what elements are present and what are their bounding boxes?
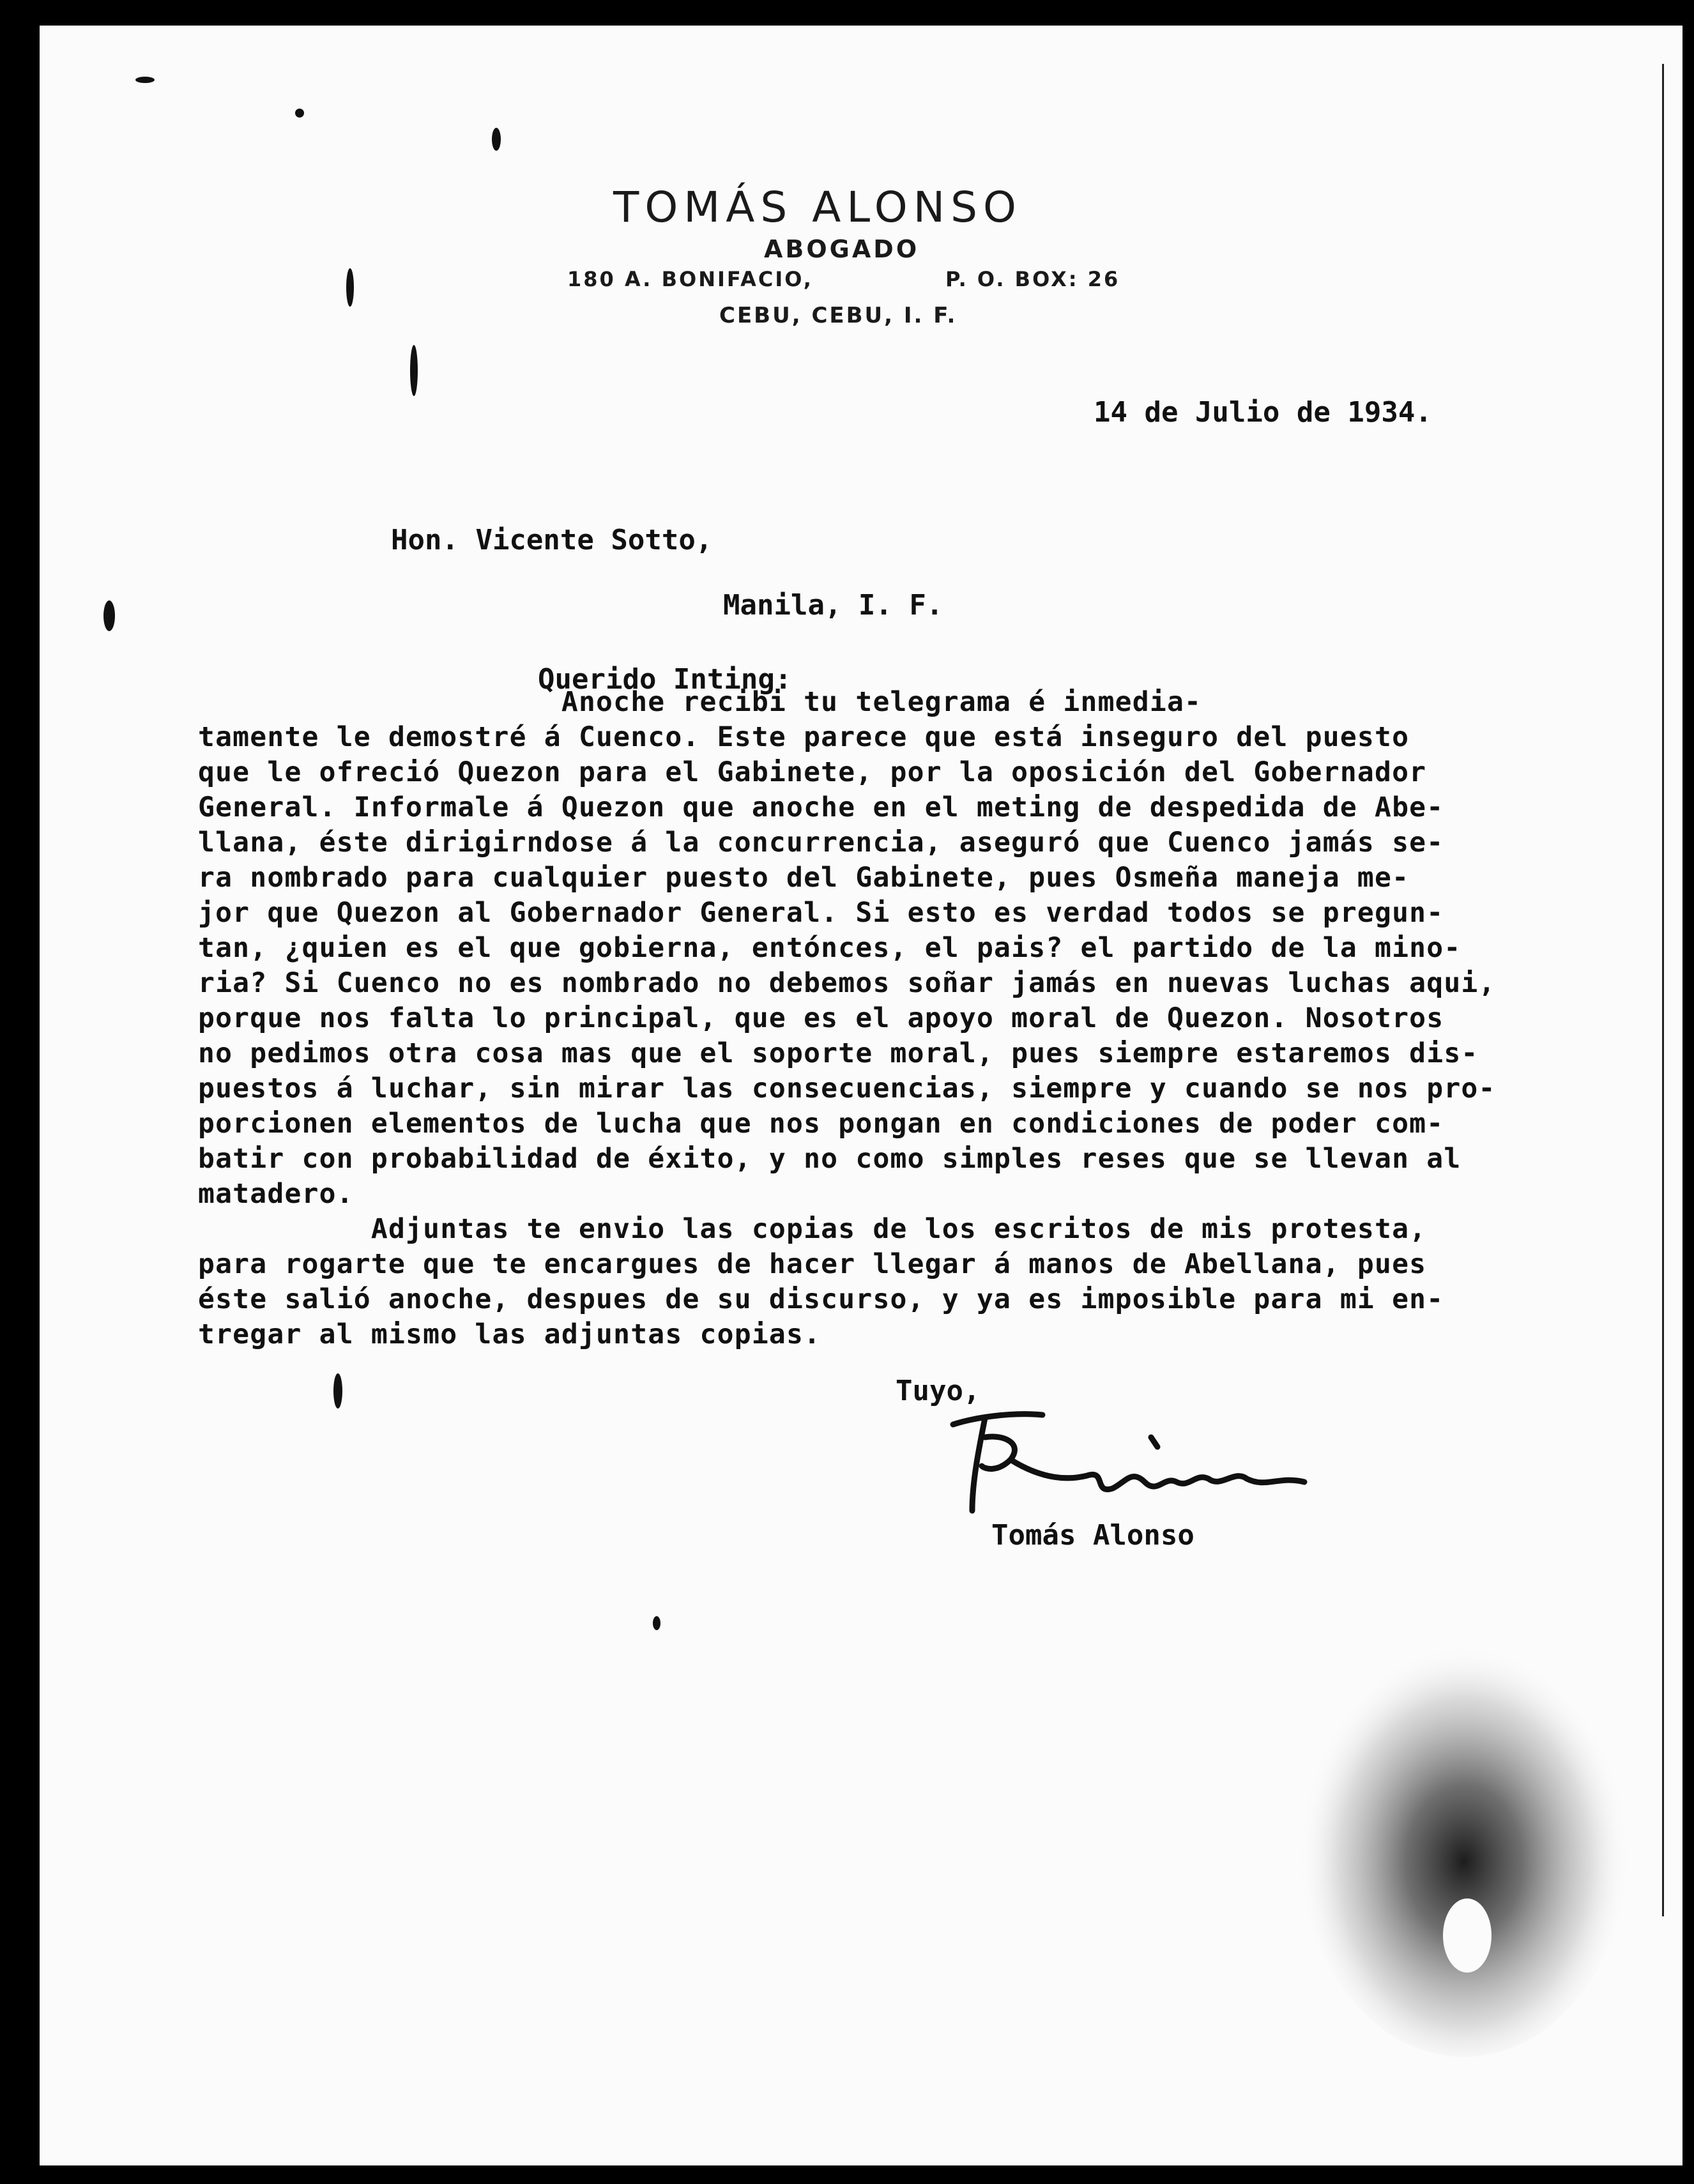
body-line: matadero. [198, 1178, 354, 1210]
body-line: porcionen elementos de lucha que nos pongan en condiciones de poder com- [198, 1108, 1444, 1140]
body-line: porque nos falta lo principal, que es el apoyo moral de Quezon. Nosotros [198, 1002, 1444, 1034]
body-line: tan, ¿quien es el que gobierna, entónces, el pais? el partido de la mino- [198, 932, 1461, 964]
ink-speck [410, 345, 418, 396]
ink-speck [653, 1616, 660, 1630]
body-line: éste salió anoche, despues de su discurso, y ya es imposible para mi en- [198, 1283, 1444, 1315]
letterhead-address: 180 A. BONIFACIO, [567, 267, 813, 291]
ink-speck [346, 268, 354, 307]
body-line: puestos á luchar, sin mirar las consecuencias, siempre y cuando se nos pro- [198, 1073, 1496, 1104]
closing: Tuyo, [896, 1375, 981, 1407]
body-line: tamente le demostré á Cuenco. Este parece que está inseguro del puesto [198, 721, 1410, 753]
ink-stain [1272, 1571, 1668, 2070]
body-line: ria? Si Cuenco no es nombrado no debemos soñar jamás en nuevas luchas aqui, [198, 967, 1496, 999]
signature [934, 1399, 1355, 1539]
recipient-city: Manila, I. F. [723, 589, 943, 622]
body-line: que le ofreció Quezon para el Gabinete, por la oposición del Gobernador [198, 756, 1427, 788]
ink-speck [103, 600, 115, 631]
ink-speck [333, 1373, 342, 1409]
page-edge-line [1662, 64, 1664, 1916]
body-line: jor que Quezon al Gobernador General. Si esto es verdad todos se pregun- [198, 897, 1444, 929]
body-line: batir con probabilidad de éxito, y no como simples reses que se llevan al [198, 1143, 1461, 1175]
body-line: ra nombrado para cualquier puesto del Gabinete, pues Osmeña maneja me- [198, 862, 1410, 894]
ink-speck [295, 109, 304, 118]
body-line: General. Informale á Quezon que anoche en el meting de despedida de Abe- [198, 791, 1444, 823]
letterhead-po-box: P. O. BOX: 26 [945, 267, 1120, 291]
ink-speck [135, 77, 155, 83]
body-line: Adjuntas te envio las copias de los escritos de mis protesta, [198, 1213, 1427, 1245]
body-line: no pedimos otra cosa mas que el soporte moral, pues siempre estaremos dis- [198, 1037, 1479, 1069]
letter-page [40, 26, 1683, 2165]
body-line: tregar al mismo las adjuntas copias. [198, 1318, 821, 1350]
body-line: llana, éste dirigirndose á la concurrencia, aseguró que Cuenco jamás se- [198, 827, 1444, 859]
letterhead-city: CEBU, CEBU, I. F. [719, 303, 958, 328]
letterhead-title: ABOGADO [764, 235, 920, 263]
body-line: para rogarte que te encargues de hacer llegar á manos de Abellana, pues [198, 1248, 1427, 1280]
letter-body [198, 685, 1680, 1352]
letter-date: 14 de Julio de 1934. [1094, 396, 1432, 429]
letterhead-name: TOMÁS ALONSO [613, 183, 1022, 232]
salutation: Querido Inting: [538, 663, 792, 696]
body-line: Anoche recibi tu telegrama é inmedia- [198, 686, 1202, 718]
ink-speck [492, 128, 501, 151]
recipient-name: Hon. Vicente Sotto, [391, 524, 713, 556]
signer-name: Tomás Alonso [991, 1519, 1194, 1552]
